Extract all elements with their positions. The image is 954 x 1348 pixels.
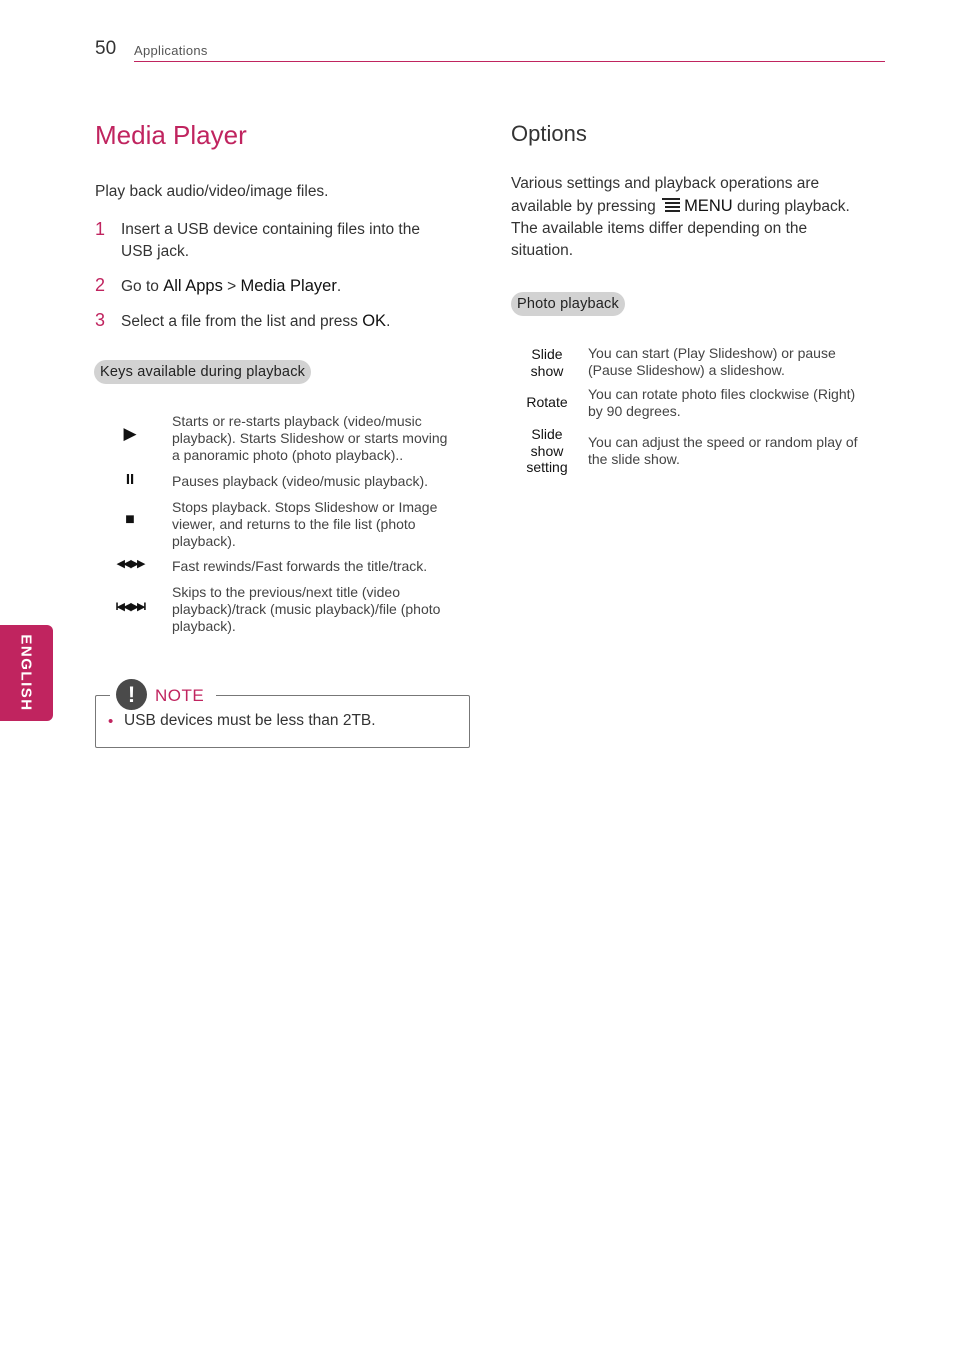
note-bullet: • [108,713,114,730]
options-intro-line: situation. [511,242,574,259]
page-number: 50 [95,38,117,59]
option-label-line: Rotate [526,394,568,410]
all-apps-label: All Apps [163,277,223,295]
pause-icon: II [125,471,135,488]
option-desc-slideshow-setting [588,434,883,468]
exclamation-icon: ! [116,679,147,710]
options-intro-line: The available items differ depending on the [511,220,808,237]
menu-label: MENU [684,197,733,215]
step-number: 3 [95,310,106,330]
desc-line: playback)/track (music playback)/file (photo [172,601,441,617]
key-description [172,558,472,575]
option-label-line: setting [526,459,568,475]
options-intro-line: during playback. [732,198,850,215]
menu-icon [662,198,680,212]
option-label-line: Slide [531,426,563,442]
section-name: Applications [134,43,208,58]
option-desc-line: You can rotate photo files clockwise (Right) [588,386,856,402]
option-desc-line: (Pause Slideshow) a slideshow. [588,362,785,378]
desc-line: Fast rewinds/Fast forwards the title/track. [172,558,428,574]
desc-line: playback). [172,533,236,549]
step-1-line1: Insert a USB device containing files into the [121,221,420,238]
key-description [172,473,472,490]
desc-line: Starts or re-starts playback (video/music [172,413,422,429]
step-2-suffix: . [336,278,342,295]
desc-line: Stops playback. Stops Slideshow or Image [172,499,438,515]
desc-line: playback). [172,618,236,634]
option-desc-line: the slide show. [588,451,680,467]
desc-line: Pauses playback (video/music playback). [172,473,429,489]
option-label-line: Slide [531,346,563,362]
step-number: 1 [95,219,106,239]
option-desc-line: by 90 degrees. [588,403,681,419]
key-description [172,584,472,635]
step-2-separator: > [222,278,241,295]
note-label: NOTE [155,686,205,705]
options-title: Options [511,121,587,146]
option-label-slideshow-setting [512,426,582,476]
desc-line: playback). Starts Slideshow or starts moving [172,430,448,446]
media-player-intro: Play back audio/video/image files. [95,183,329,200]
language-tab-label: ENGLISH [17,634,35,712]
option-desc-line: You can start (Play Slideshow) or pause [588,345,836,361]
desc-line: Skips to the previous/next title (video [172,584,401,600]
step-number: 2 [95,275,106,295]
step-3-suffix: . [386,313,391,330]
options-intro [511,173,891,262]
header-rule [134,61,885,62]
skip-prev-next-icon: I◀◀ ▶▶I [115,601,145,613]
ok-label: OK [362,312,387,330]
option-desc-slideshow [588,345,883,379]
option-desc-rotate [588,386,883,420]
media-player-label: Media Player [240,277,337,295]
media-player-title: Media Player [95,120,247,150]
stop-icon: ■ [125,511,135,528]
key-description [172,413,472,464]
desc-line: a panoramic photo (photo playback).. [172,447,404,463]
option-desc-line: You can adjust the speed or random play of [588,434,858,450]
option-label-line: show [530,442,564,459]
option-label-rotate [512,394,582,411]
note-text: USB devices must be less than 2TB. [124,712,376,729]
option-label-line: show [530,362,564,379]
rewind-forward-icon: ◀◀ ▶▶ [116,558,144,570]
step-2-text [121,275,341,298]
play-icon: ▶ [123,424,137,443]
step-1-line2: USB jack. [121,243,190,260]
language-tab [0,625,53,721]
key-description [172,499,472,550]
option-label-slideshow [512,346,582,379]
options-intro-line: Various settings and playback operations are [511,175,820,192]
options-intro-line: available by pressing [511,198,661,215]
photo-playback-heading: Photo playback [511,292,625,316]
keys-heading: Keys available during playback [94,360,311,384]
desc-line: viewer, and returns to the file list (photo [172,516,416,532]
step-3-prefix: Select a file from the list and press [121,313,363,330]
step-1-text [121,219,420,263]
step-3-text [121,310,390,333]
step-2-prefix: Go to [121,278,164,295]
